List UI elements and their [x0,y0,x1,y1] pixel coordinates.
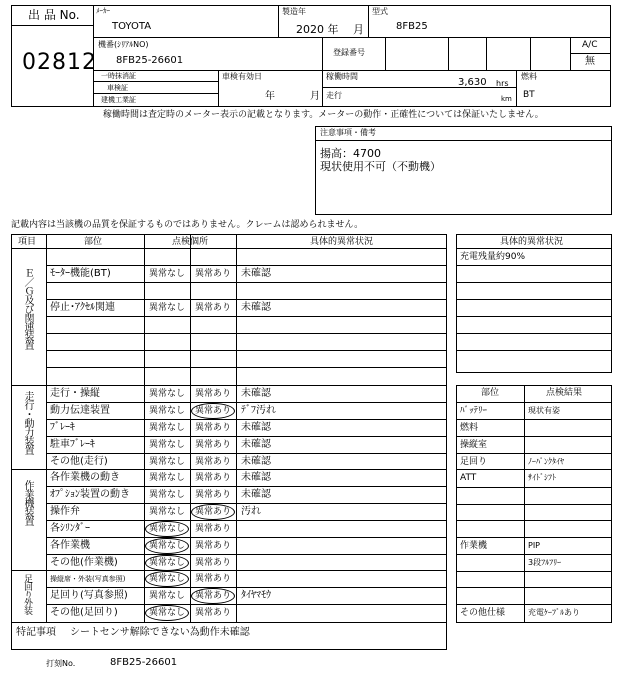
row-detail: 未確認 [241,456,271,467]
option-none: 異常なし [149,608,186,618]
th-check: 点検個所 [172,237,209,247]
fuel-label: 燃料 [521,72,537,81]
option-none: 異常なし [149,269,186,279]
year-label: 製造年 [282,7,306,16]
selection-circle [145,571,189,587]
option-some: 異常あり [195,608,232,618]
row-part: その他(作業機) [50,557,118,568]
row-part: 停止･ｱｸｾﾙ関連 [50,302,115,313]
row-part: 操縦席・外装(写真参照) [50,575,126,583]
group-foot: 足回り外装 [22,574,32,614]
cert-inspection: 車検証 [107,84,128,92]
row-detail: 未確認 [241,388,271,399]
option-none: 異常なし [149,591,186,601]
option-none: 異常なし [149,490,186,500]
row-part: ﾌﾞﾚｰｷ [50,422,75,433]
ac-label: A/C [582,40,598,50]
model-value: 8FB25 [396,21,428,32]
year-month-suffix: 月 [353,23,364,36]
result-value: ｻｲﾄﾞｼﾌﾄ [528,473,556,482]
row-detail: 未確認 [241,268,271,279]
hours-label: 稼働時間 [326,72,358,81]
row-part: その他(足回り) [50,607,118,618]
stamp-label: 打刻No. [46,659,76,668]
lot-label: 出 品 No. [28,8,80,22]
stamp-value: 8FB25-26601 [110,657,178,668]
result-part: 操縦室 [460,440,488,450]
option-some: 異常あり [195,423,232,433]
result-value: 現状有姿 [528,406,560,415]
option-none: 異常なし [149,423,186,433]
option-none: 異常なし [149,457,186,467]
hours-value: 3,630 [458,77,487,88]
special-text: シートセンサ解除できない為動作未確認 [70,627,250,638]
result-value: 3段ﾌﾙﾌﾘｰ [528,558,562,567]
option-none: 異常なし [149,541,186,551]
row-part: 各ｼﾘﾝﾀﾞｰ [50,523,90,534]
serial-value: 8FB25-26601 [116,55,184,66]
maker-label: ﾒｰｶｰ [96,7,110,15]
option-none: 異常なし [149,440,186,450]
selection-circle [191,403,235,419]
cert-temporary: 一時抹消証 [101,72,136,80]
option-some: 異常あり [195,389,232,399]
option-none: 異常なし [149,524,186,534]
option-some: 異常あり [195,507,232,517]
right-detail-line1: 充電残量約90% [460,252,526,262]
option-some: 異常あり [195,574,232,584]
serial-label: 機番(ｼﾘｱﾙNO) [98,40,149,49]
model-label: 型式 [372,7,388,16]
result-part: 燃料 [460,423,479,433]
row-part: 駐車ﾌﾞﾚｰｷ [50,439,95,450]
selection-circle [145,538,189,554]
option-some: 異常あり [195,303,232,313]
cert-construction: 建機工業証 [101,96,136,104]
row-detail: 未確認 [241,439,271,450]
option-some: 異常あり [195,269,232,279]
option-some: 異常あり [195,524,232,534]
option-none: 異常なし [149,507,186,517]
option-some: 異常あり [195,541,232,551]
th-detail: 具体的異常状況 [310,237,374,247]
option-none: 異常なし [149,473,186,483]
row-part: 動力伝達装置 [50,405,110,416]
option-some: 異常あり [195,473,232,483]
run-unit: km [501,95,512,103]
row-part: ｵﾌﾟｼｮﾝ装置の動き [50,489,130,500]
result-part: 作業機 [460,541,488,551]
result-part: ﾊﾞｯﾃﾘｰ [460,406,488,416]
notice-hours: 稼働時間は査定時のメーター表示の記載となります。メーターの動作・正確性については保証いたしません。 [103,110,544,120]
result-value: PIP [528,541,541,550]
special-label: 特記事項 [16,627,56,638]
option-some: 異常あり [195,457,232,467]
inspect-month: 月 [310,91,320,102]
selection-circle [145,555,189,571]
row-part: その他(走行) [50,456,108,467]
selection-circle [145,521,189,537]
row-part: 足回り(写真参照) [50,590,128,601]
run-label: 走行 [326,91,342,100]
row-part: ﾓｰﾀｰ機能(BT) [50,268,111,279]
fuel-value: BT [523,90,535,100]
option-some: 異常あり [195,591,232,601]
right-detail-header: 具体的異常状況 [500,237,564,247]
row-detail: 未確認 [241,489,271,500]
option-none: 異常なし [149,303,186,313]
notice-quality: 記載内容は当該機の品質を保証するものではありません。クレームは認められません。 [11,220,364,230]
option-none: 異常なし [149,574,186,584]
maker-value: TOYOTA [112,21,152,32]
results-header-part: 部位 [481,388,500,398]
row-part: 操作弁 [50,506,80,517]
row-detail: ﾃﾞﾌ汚れ [241,405,276,416]
group-eg: Ｅ／Ｇ及び関連装置 [22,268,33,349]
remarks-line1: 揚高：4700 [320,147,381,160]
option-some: 異常あり [195,490,232,500]
selection-circle [191,504,235,520]
lot-number: 02812 [22,50,97,75]
row-detail: 未確認 [241,302,271,313]
year-value: 2020 年 [296,23,339,36]
inspect-year: 年 [265,91,275,102]
group-run: 走行・動力装置 [22,391,33,454]
result-part: その他仕様 [460,608,506,618]
result-value: 充電ｹｰﾌﾞﾙあり [528,608,580,617]
row-detail: 未確認 [241,472,271,483]
result-value: ﾉｰﾊﾟﾝｸﾀｲﾔ [528,457,564,466]
th-part: 部位 [84,237,103,247]
row-part: 走行・操縦 [50,388,100,399]
selection-circle [145,605,189,621]
inspect-label: 車検有効日 [222,72,262,81]
group-work: 作業機装置 [22,480,33,525]
option-none: 異常なし [149,558,186,568]
row-detail: ﾀｲﾔﾏﾓｳ [241,590,271,601]
option-some: 異常あり [195,558,232,568]
th-item: 項目 [18,237,37,247]
row-detail: 未確認 [241,422,271,433]
ac-value: 無 [585,56,595,67]
option-some: 異常あり [195,406,232,416]
remarks-label: 注意事項・備考 [320,128,376,137]
row-part: 各作業機 [50,540,90,551]
results-header-result: 点検結果 [546,388,583,398]
result-part: 足回り [460,457,488,467]
row-detail: 汚れ [241,506,261,517]
hours-unit: hrs [496,79,509,88]
option-some: 異常あり [195,440,232,450]
result-part: ATT [460,473,477,483]
selection-circle [191,588,235,604]
option-none: 異常なし [149,389,186,399]
row-part: 各作業機の動き [50,472,120,483]
option-none: 異常なし [149,406,186,416]
remarks-line2: 現状使用不可（不動機） [320,160,441,173]
reg-label: 登録番号 [333,48,365,57]
